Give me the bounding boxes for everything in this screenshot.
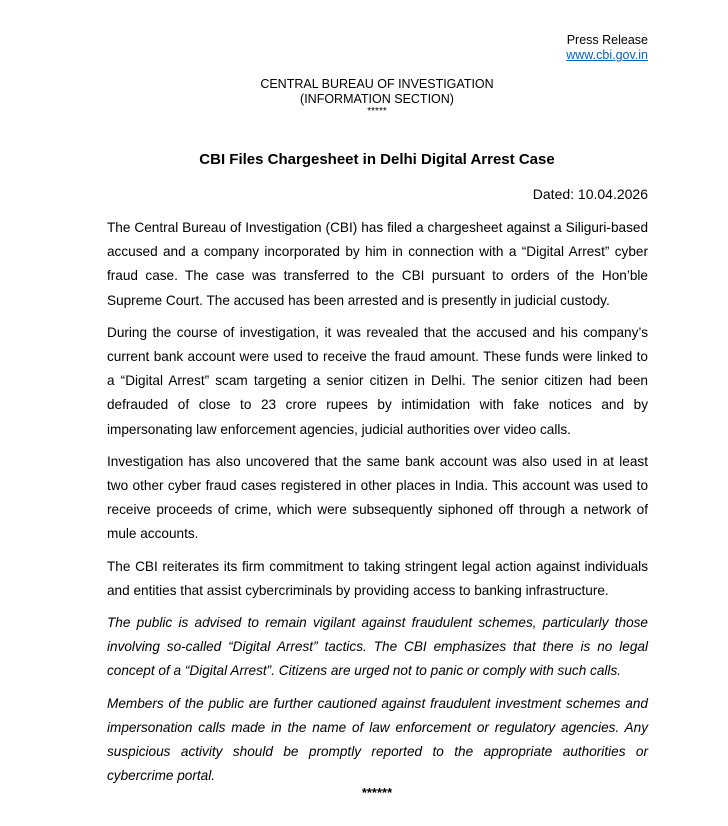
organization-name: CENTRAL BUREAU OF INVESTIGATION bbox=[260, 77, 494, 91]
paragraph-caution: Members of the public are further cautioned against fraudulent investment schemes and impersonation calls made in the name of law enforcement or regulatory agencies. Any suspicious activity should be promptly reported to the appropriate authorities or cybercrime portal. bbox=[107, 695, 648, 784]
press-release-header bbox=[566, 33, 648, 63]
paragraph-public-advisory: The public is advised to remain vigilant against fraudulent schemes, particularly those involving so-called “Digital Arrest” tactics. The CBI emphasizes that there is no legal concept of a “Digital Arrest”. Citizens are urged not to panic or comply with such calls. bbox=[107, 615, 648, 679]
end-marker: ****** bbox=[361, 785, 393, 800]
organization-section: (INFORMATION SECTION) bbox=[300, 92, 454, 106]
press-release-body bbox=[107, 216, 648, 796]
paragraph-investigation: During the course of investigation, it was revealed that the accused and his company’s current bank account were used to receive the fraud amount. These funds were linked to a “Digital Arrest” scam targeting a senior citizen in Delhi. The senior citizen had been defrauded of close to 23 crore rupees by intimidation with fake notices and by impersonating law enforcement agencies, judicial authorities over video calls. bbox=[107, 324, 648, 437]
paragraph-chargesheet: The Central Bureau of Investigation (CBI) has filed a chargesheet against a Siliguri-based accused and a company incorporated by him in connection with a “Digital Arrest” cyber fraud case. The case was transferred to the CBI pursuant to orders of the Hon’ble Supreme Court. The accused has been arrested and is presently in judicial custody. bbox=[107, 220, 648, 308]
release-date: Dated: 10.04.2026 bbox=[532, 186, 648, 202]
paragraph-bank-account: Investigation has also uncovered that the same bank account was also used in at least two other cyber fraud cases registered in other places in India. This account was used to receive proceeds of crime, which were subsequently siphoned off through a network of mule accounts. bbox=[107, 453, 648, 542]
paragraph-commitment: The CBI reiterates its firm commitment to taking stringent legal action against individuals and entities that assist cybercriminals by providing access to banking infrastructure. bbox=[107, 558, 648, 598]
press-release-title: CBI Files Chargesheet in Delhi Digital Arrest Case bbox=[199, 151, 555, 168]
press-release-label: Press Release bbox=[566, 33, 648, 47]
organization-separator: ***** bbox=[367, 106, 387, 117]
organization-block bbox=[0, 77, 728, 117]
website-link[interactable]: www.cbi.gov.in bbox=[566, 48, 648, 62]
